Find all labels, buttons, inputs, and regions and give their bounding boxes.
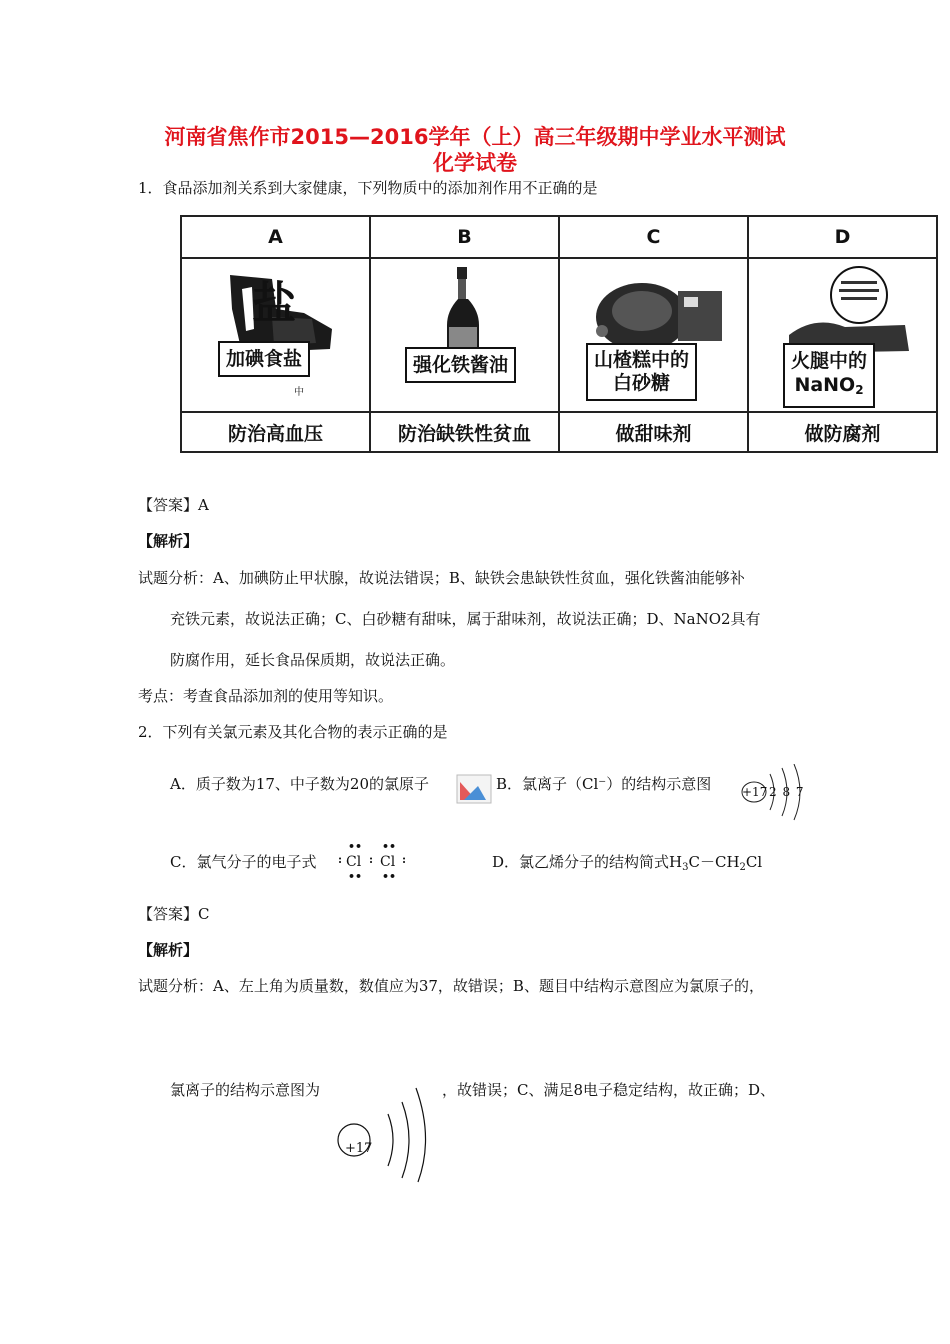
q2-analysis-heading: 【解析】 xyxy=(138,941,199,959)
options-table xyxy=(180,215,938,453)
chlorine-atom-2: Cl xyxy=(380,854,396,870)
option-d-label xyxy=(783,343,875,408)
q2-option-b: B．氯离子（Cl⁻）的结构示意图 xyxy=(496,775,712,793)
option-a-letter: A xyxy=(181,216,370,258)
page-subtitle: 化学试卷 xyxy=(433,151,517,175)
option-d-letter: D xyxy=(748,216,937,258)
option-b-letter: B xyxy=(370,216,559,258)
chloride-shell-electrons: 2 8 7 xyxy=(769,785,805,799)
chloride-ion-structure-diagram xyxy=(336,1068,436,1184)
option-d-effect: 做防腐剂 xyxy=(748,412,937,452)
q2-option-d xyxy=(492,852,762,878)
q2-option-c: C．氯气分子的电子式 xyxy=(170,853,317,871)
q2-option-d-mid: C－CH xyxy=(688,853,740,871)
q2-option-d-sub2: 2 xyxy=(739,862,746,873)
chlorine-electron-formula: •• •• : Cl : Cl : •• •• xyxy=(338,840,407,883)
option-d-label-line1: 火腿中的 xyxy=(791,350,868,372)
option-c-picture xyxy=(559,258,748,412)
option-c-label xyxy=(586,343,697,401)
q2-answer: 【答案】C xyxy=(138,905,210,923)
chloride-nucleus-label: +17 xyxy=(742,785,768,799)
option-d-label-formula xyxy=(791,373,867,402)
q2-analysis-line2b: ，故错误；C、满足8电子稳定结构，故正确；D、 xyxy=(442,1081,776,1099)
broken-image-icon xyxy=(456,774,492,804)
option-b-label: 强化铁酱油 xyxy=(405,347,516,383)
option-a-label: 加碘食盐 xyxy=(218,341,310,377)
q1-kaodian: 考点：考查食品添加剂的使用等知识。 xyxy=(138,687,394,705)
q1-analysis-line1: 试题分析：A、加碘防止甲状腺，故说法错误；B、缺铁会患缺铁性贫血，强化铁酱油能够补 xyxy=(138,569,745,587)
q1-answer: 【答案】A xyxy=(138,496,209,514)
option-c-label-line1: 山楂糕中的 xyxy=(594,349,690,371)
chlorine-atom-1: Cl xyxy=(346,854,362,870)
q1-analysis-heading: 【解析】 xyxy=(138,532,199,550)
chloride-ion-nucleus-label: +17 xyxy=(345,1141,373,1156)
option-d-formula-main: NaNO xyxy=(794,374,856,396)
q2-analysis-line2a: 氯离子的结构示意图为 xyxy=(170,1081,321,1099)
option-b-effect: 防治缺铁性贫血 xyxy=(370,412,559,452)
q2-option-a: A．质子数为17、中子数为20的氯原子 xyxy=(170,775,430,793)
question-2-stem: 2．下列有关氯元素及其化合物的表示正确的是 xyxy=(138,723,448,741)
q2-option-d-prefix: D．氯乙烯分子的结构简式H xyxy=(492,853,683,871)
q1-analysis-line2: 充铁元素，故说法正确；C、白砂糖有甜味，属于甜味剂，故说法正确；D、NaNO2具有 xyxy=(170,610,761,628)
hawthorn-cake-image xyxy=(582,271,732,351)
salt-bg-char: 盐 xyxy=(252,278,296,329)
question-1-stem: 1．食品添加剂关系到大家健康，下列物质中的添加剂作用不正确的是 xyxy=(138,179,598,197)
option-c-letter: C xyxy=(559,216,748,258)
q2-analysis-line1: 试题分析：A、左上角为质量数，数值应为37，故错误；B、题目中结构示意图应为氯原子的， xyxy=(138,977,764,995)
option-c-effect: 做甜味剂 xyxy=(559,412,748,452)
option-b-picture xyxy=(370,258,559,412)
q2-option-d-suffix: Cl xyxy=(745,853,763,871)
option-d-picture xyxy=(748,258,937,412)
salt-small-text: 中 xyxy=(294,387,304,398)
q1-analysis-line3: 防腐作用，延长食品保质期，故说法正确。 xyxy=(170,651,456,669)
q2-option-d-sub1: 3 xyxy=(682,862,689,873)
option-c-label-line2: 白砂糖 xyxy=(613,372,671,394)
option-d-formula-sub: 2 xyxy=(855,383,864,397)
option-a-effect: 防治高血压 xyxy=(181,412,370,452)
option-a-picture xyxy=(181,258,370,412)
page-title: 河南省焦作市2015—2016学年（上）高三年级期中学业水平测试 xyxy=(164,125,786,149)
ham-package-image xyxy=(785,265,915,355)
